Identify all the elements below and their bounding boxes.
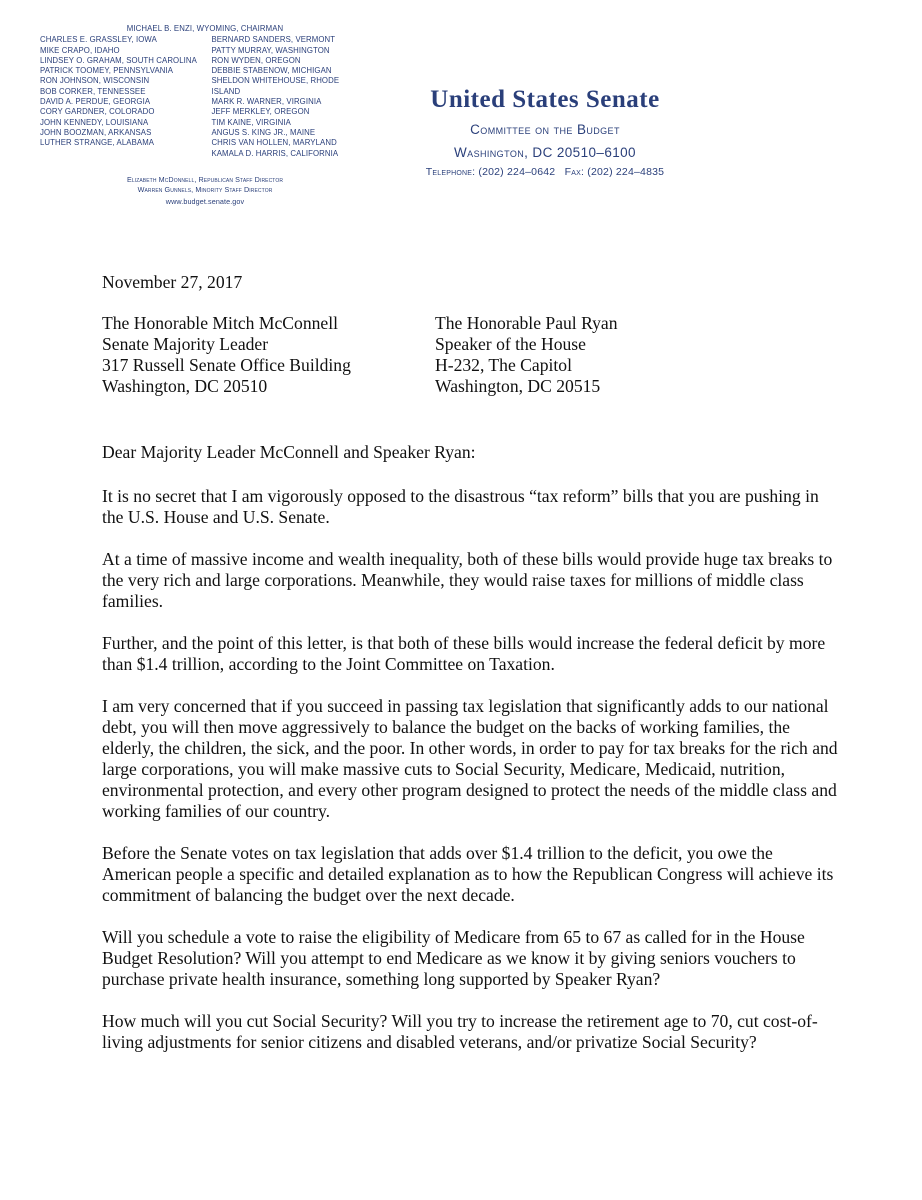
committee-block bbox=[420, 118, 670, 164]
recipient-line: Speaker of the House bbox=[435, 334, 586, 354]
member-name: PATRICK TOOMEY, PENNSYLVANIA bbox=[40, 66, 174, 76]
letter-date: November 27, 2017 bbox=[102, 272, 243, 292]
recipient-line: The Honorable Paul Ryan bbox=[435, 313, 618, 333]
minority-members bbox=[211, 35, 370, 159]
paragraph: Further, and the point of this letter, is that both of these bills would increase the federal deficit by more than $1.4 trillion, according to the Joint Committee on Taxation. bbox=[102, 633, 826, 674]
recipient-line: The Honorable Mitch McConnell bbox=[102, 313, 338, 333]
member-name: CHARLES E. GRASSLEY, IOWA bbox=[40, 35, 157, 45]
paragraph: It is no secret that I am vigorously opposed to the disastrous “tax reform” bills that you are pushing in the U.S. House and U.S. Senate. bbox=[102, 486, 819, 527]
member-name: JOHN BOOZMAN, ARKANSAS bbox=[40, 127, 152, 137]
member-name: CORY GARDNER, COLORADO bbox=[40, 107, 155, 117]
member-name: SHELDON WHITEHOUSE, RHODE ISLAND bbox=[211, 76, 340, 96]
minority-staff-director: Warren Gunnels, Minority Staff Director bbox=[137, 184, 273, 194]
member-name: PATTY MURRAY, WASHINGTON bbox=[211, 45, 330, 55]
member-name: DEBBIE STABENOW, MICHIGAN bbox=[211, 66, 332, 76]
committee-address: Washington, DC 20510–6100 bbox=[454, 145, 636, 160]
paragraph: Before the Senate votes on tax legislation that adds over $1.4 trillion to the deficit, you owe the American people a specific and detailed explanation as to how the Republican Congress will achieve its commitment of balancing the budget over the next decade. bbox=[102, 843, 834, 905]
senate-name: United States Senate bbox=[430, 86, 660, 113]
member-name: ANGUS S. KING JR., MAINE bbox=[211, 127, 316, 137]
letter-body bbox=[102, 486, 842, 1074]
majority-members bbox=[40, 35, 211, 159]
member-name: LUTHER STRANGE, ALABAMA bbox=[40, 138, 155, 148]
recipient-ryan bbox=[435, 313, 755, 397]
committee-name: Committee on the Budget bbox=[470, 122, 620, 137]
member-name: RON WYDEN, OREGON bbox=[211, 55, 301, 65]
member-name: KAMALA D. HARRIS, CALIFORNIA bbox=[211, 148, 339, 158]
paragraph: I am very concerned that if you succeed in passing tax legislation that significantly adds to our national debt, you will then move aggressively to balance the budget on the backs of working families, the elderly, the children, the sick, and the poor. In other words, in order to pay for tax breaks for the rich and large corporations, you will make massive cuts to Social Security, Medicare, Medicaid, nutrition, environmental protection, and every other program designed to protect the needs of the middle class and working families of our country. bbox=[102, 696, 838, 821]
salutation: Dear Majority Leader McConnell and Speaker Ryan: bbox=[102, 442, 476, 462]
paragraph: At a time of massive income and wealth inequality, both of these bills would provide huge tax breaks to the very rich and large corporations. Meanwhile, they would raise taxes for millions of middle class families. bbox=[102, 549, 833, 611]
member-name: MIKE CRAPO, IDAHO bbox=[40, 45, 120, 55]
member-columns bbox=[40, 35, 370, 159]
recipient-line: H-232, The Capitol bbox=[435, 355, 572, 375]
member-name: JEFF MERKLEY, OREGON bbox=[211, 107, 310, 117]
recipient-line: Washington, DC 20515 bbox=[435, 376, 601, 396]
member-name: MARK R. WARNER, VIRGINIA bbox=[211, 97, 322, 107]
chairman-line: MICHAEL B. ENZI, WYOMING, CHAIRMAN bbox=[126, 24, 284, 33]
recipient-line: Washington, DC 20510 bbox=[102, 376, 268, 396]
member-name: BOB CORKER, TENNESSEE bbox=[40, 86, 146, 96]
paragraph: Will you schedule a vote to raise the eligibility of Medicare from 65 to 67 as called for in the House Budget Resolution? Will you attempt to end Medicare as we know it by giving seniors vouchers to purchase private health insurance, something long supported by Speaker Ryan? bbox=[102, 927, 805, 989]
contact-numbers: Telephone: (202) 224–0642 Fax: (202) 224–4835 bbox=[425, 166, 665, 178]
paragraph: How much will you cut Social Security? Will you try to increase the retirement age to 70, cut cost-of-living adjustments for senior citizens and disabled veterans, and/or privatize Social Security? bbox=[102, 1011, 818, 1052]
committee-website: www.budget.senate.gov bbox=[165, 196, 245, 206]
member-name: BERNARD SANDERS, VERMONT bbox=[211, 35, 336, 45]
recipient-line: 317 Russell Senate Office Building bbox=[102, 355, 351, 375]
member-name: CHRIS VAN HOLLEN, MARYLAND bbox=[211, 138, 337, 148]
member-name: RON JOHNSON, WISCONSIN bbox=[40, 76, 150, 86]
recipient-line: Senate Majority Leader bbox=[102, 334, 269, 354]
member-name: TIM KAINE, VIRGINIA bbox=[211, 117, 291, 127]
member-name: DAVID A. PERDUE, GEORGIA bbox=[40, 97, 151, 107]
recipient-mcconnell bbox=[102, 313, 422, 397]
letterhead bbox=[0, 0, 922, 210]
staff-directors bbox=[40, 175, 370, 195]
republican-staff-director: Elizabeth McDonnell, Republican Staff Director bbox=[126, 174, 284, 184]
member-name: JOHN KENNEDY, LOUISIANA bbox=[40, 117, 149, 127]
committee-member-list bbox=[40, 24, 370, 207]
member-name: LINDSEY O. GRAHAM, SOUTH CAROLINA bbox=[40, 55, 197, 65]
